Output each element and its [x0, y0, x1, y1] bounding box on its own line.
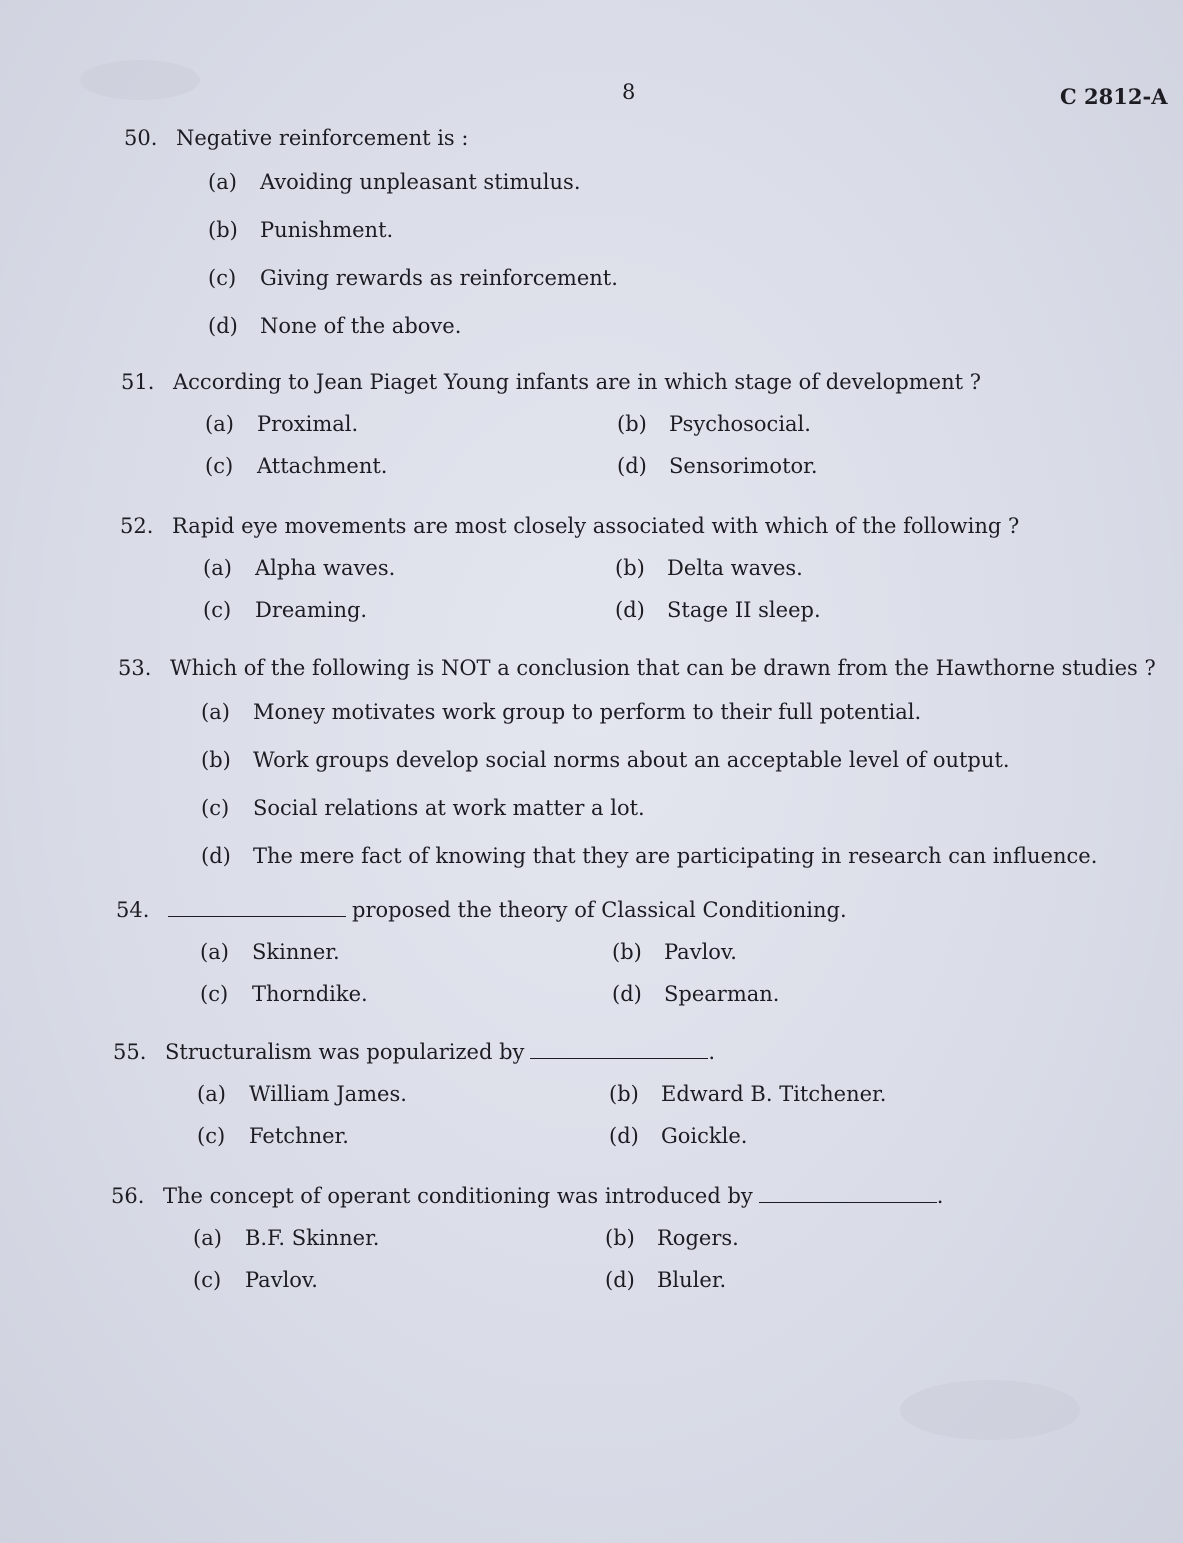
option-d	[612, 982, 1032, 1006]
option-letter: (b)	[615, 556, 645, 580]
option-letter: (b)	[605, 1226, 635, 1250]
option-text: Rogers.	[657, 1226, 739, 1250]
page-number: 8	[622, 80, 636, 104]
question-number: 53.	[118, 656, 152, 680]
question-53	[118, 656, 1156, 892]
option-c	[205, 454, 617, 478]
option-letter: (c)	[201, 796, 230, 820]
question-52	[120, 514, 1130, 622]
option-text: Spearman.	[664, 982, 780, 1006]
option-letter: (a)	[201, 700, 230, 724]
option-letter: (d)	[617, 454, 647, 478]
question-text: proposed the theory of Classical Conditioning.	[352, 898, 847, 922]
option-text: Thorndike.	[252, 982, 368, 1006]
option-letter: (d)	[612, 982, 642, 1006]
option-letter: (d)	[609, 1124, 639, 1148]
paper-smudge	[900, 1380, 1080, 1440]
option-text: Dreaming.	[255, 598, 368, 622]
option-letter: (d)	[615, 598, 645, 622]
option-b	[609, 1082, 1029, 1106]
option-a	[201, 700, 1128, 748]
question-50	[124, 126, 1134, 362]
answer-blank	[530, 1057, 708, 1059]
option-b	[605, 1226, 1025, 1250]
option-a	[200, 940, 612, 964]
option-text: None of the above.	[260, 314, 462, 338]
option-text: Alpha waves.	[255, 556, 396, 580]
option-text: William James.	[249, 1082, 407, 1106]
option-text: Sensorimotor.	[669, 454, 818, 478]
option-letter: (d)	[208, 314, 238, 338]
option-letter: (d)	[201, 844, 231, 868]
option-text: Fetchner.	[249, 1124, 349, 1148]
option-c	[203, 598, 615, 622]
question-text: Which of the following is NOT a conclusion that can be drawn from the Hawthorne studies ?	[170, 656, 1156, 680]
option-text: Pavlov.	[664, 940, 737, 964]
option-letter: (b)	[201, 748, 231, 772]
option-grid	[200, 940, 1126, 1006]
question-51	[121, 370, 1131, 478]
option-d	[615, 598, 1035, 622]
question-stem	[118, 656, 1156, 680]
option-text: Punishment.	[260, 218, 394, 242]
paper-code: C 2812-A	[1060, 84, 1168, 109]
option-text: Attachment.	[257, 454, 388, 478]
option-a	[205, 412, 617, 436]
question-text: Negative reinforcement is :	[176, 126, 469, 150]
option-text: Social relations at work matter a lot.	[253, 796, 645, 820]
option-letter: (c)	[200, 982, 229, 1006]
option-letter: (b)	[208, 218, 238, 242]
option-a	[208, 170, 1134, 218]
question-number: 51.	[121, 370, 155, 394]
option-letter: (b)	[609, 1082, 639, 1106]
answer-blank	[759, 1201, 937, 1203]
paper-smudge	[80, 60, 200, 100]
option-text: Proximal.	[257, 412, 359, 436]
option-letter: (c)	[205, 454, 234, 478]
option-text: Goickle.	[661, 1124, 748, 1148]
question-54	[116, 898, 1126, 1006]
option-letter: (c)	[193, 1268, 222, 1292]
option-d	[609, 1124, 1029, 1148]
option-text: Edward B. Titchener.	[661, 1082, 887, 1106]
option-letter: (b)	[612, 940, 642, 964]
option-d	[201, 844, 1128, 892]
question-stem	[120, 514, 1130, 538]
question-stem	[111, 1184, 1121, 1208]
option-c	[201, 796, 1128, 844]
option-b	[615, 556, 1035, 580]
option-text: Psychosocial.	[669, 412, 811, 436]
option-letter: (a)	[203, 556, 232, 580]
option-list	[201, 700, 1128, 892]
option-c	[200, 982, 612, 1006]
option-letter: (a)	[205, 412, 234, 436]
question-text: The concept of operant conditioning was introduced by	[163, 1184, 753, 1208]
option-c	[193, 1268, 605, 1292]
question-stem	[124, 126, 1134, 150]
option-d	[605, 1268, 1025, 1292]
option-grid	[193, 1226, 1121, 1292]
question-tail: .	[936, 1184, 944, 1208]
option-b	[612, 940, 1032, 964]
option-letter: (a)	[197, 1082, 226, 1106]
option-letter: (a)	[193, 1226, 222, 1250]
question-text: According to Jean Piaget Young infants are in which stage of development ?	[173, 370, 981, 394]
question-stem	[113, 1040, 1123, 1064]
question-number: 56.	[111, 1184, 145, 1208]
option-grid	[203, 556, 1130, 622]
option-letter: (a)	[200, 940, 229, 964]
option-letter: (c)	[197, 1124, 226, 1148]
option-letter: (d)	[605, 1268, 635, 1292]
question-number: 54.	[116, 898, 150, 922]
option-b	[617, 412, 1037, 436]
question-56	[111, 1184, 1121, 1292]
option-d	[617, 454, 1037, 478]
option-letter: (c)	[208, 266, 237, 290]
option-text: Bluler.	[657, 1268, 727, 1292]
option-grid	[205, 412, 1131, 478]
question-text: Structuralism was popularized by	[165, 1040, 525, 1064]
option-text: Delta waves.	[667, 556, 803, 580]
option-c	[197, 1124, 609, 1148]
question-stem	[116, 898, 1126, 922]
question-stem	[121, 370, 1131, 394]
option-c	[208, 266, 1134, 314]
question-text: Rapid eye movements are most closely associated with which of the following ?	[172, 514, 1020, 538]
option-grid	[197, 1082, 1123, 1148]
option-text: Stage II sleep.	[667, 598, 821, 622]
question-number: 52.	[120, 514, 154, 538]
question-tail: .	[708, 1040, 716, 1064]
question-number: 50.	[124, 126, 158, 150]
question-55	[113, 1040, 1123, 1148]
option-letter: (c)	[203, 598, 232, 622]
option-text: Pavlov.	[245, 1268, 318, 1292]
option-d	[208, 314, 1134, 362]
option-list	[208, 170, 1134, 362]
option-text: Work groups develop social norms about an acceptable level of output.	[253, 748, 1010, 772]
option-text: Avoiding unpleasant stimulus.	[260, 170, 581, 194]
question-number: 55.	[113, 1040, 147, 1064]
option-b	[201, 748, 1128, 796]
option-b	[208, 218, 1134, 266]
option-text: Giving rewards as reinforcement.	[260, 266, 618, 290]
option-text: Skinner.	[252, 940, 340, 964]
option-text: The mere fact of knowing that they are participating in research can influence.	[253, 844, 1098, 868]
option-text: Money motivates work group to perform to their full potential.	[253, 700, 922, 724]
option-letter: (b)	[617, 412, 647, 436]
option-a	[197, 1082, 609, 1106]
option-text: B.F. Skinner.	[245, 1226, 380, 1250]
answer-blank	[168, 915, 346, 917]
option-letter: (a)	[208, 170, 237, 194]
option-a	[203, 556, 615, 580]
option-a	[193, 1226, 605, 1250]
